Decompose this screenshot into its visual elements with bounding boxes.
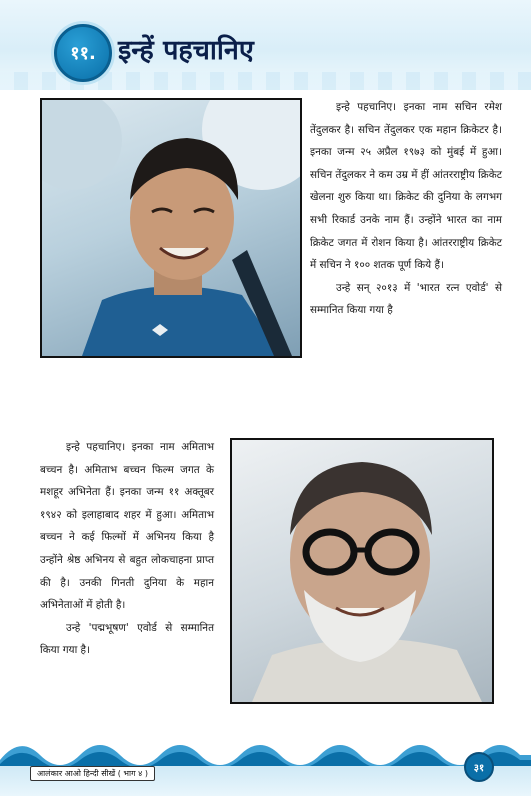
page-title: इन्हें पहचानिए [118, 35, 254, 66]
paragraph-sachin [310, 96, 502, 322]
paragraph-amitabh [40, 436, 214, 662]
page-number: ३१ [464, 752, 494, 782]
sachin-text-2: उन्हे सन् २०१३ में 'भारत रत्न एवोर्ड' से सम्मानित किया गया है [310, 281, 502, 317]
amitabh-text-1: इन्हे पहचानिए। इनका नाम अमिताभ बच्चन है। अमिताभ बच्चन फिल्म जगत के मशहूर अभिनेता हैं। इनका जन्म ११ अक्तूबर १९४२ को इलाहाबाद शहर में हुआ। अमिताभ बच्चन ने कई फिल्मों में अभिनय किया है उन्होंने श्रेष्ठ अभिनय से बहुत लोकचाहना प्राप्त की है। उनकी गिनती दुनिया के महान अभिनेताओं में होती है। [40, 441, 214, 612]
lesson-number-badge [54, 24, 112, 82]
book-label: आलंकार आओ हिन्दी सीखें ( भाग ४ ) [30, 766, 155, 781]
sachin-text-1: इन्हे पहचानिए। इनका नाम सचिन रमेश तेंदुलकर है। सचिन तेंदुलकर एक महान क्रिकेटर है। इनका जन्म २५ अप्रैल १९७३ को मुंबई में हुआ। सचिन तेंदुलकर ने कम उम्र में हीं आंतरराष्ट्रीय क्रिकेट खेलना शुरु किया था। क्रिकेट की दुनिया के लगभग सभी रिकार्ड उनके नाम हैं। उन्होंने भारत का नाम क्रिकेट जगत में रोशन किया है। आंतरराष्ट्रीय क्रिकेट में सचिन ने १०० शतक पूर्ण किये हैं। [310, 101, 502, 272]
wave-decoration-icon [0, 730, 531, 770]
portrait-photo-2 [230, 438, 494, 704]
footer-band [0, 730, 531, 796]
portrait-photo-1 [40, 98, 302, 358]
portrait-illustration-1 [42, 100, 300, 356]
portrait-illustration-2 [232, 440, 492, 702]
amitabh-text-2: उन्हे 'पद्मभूषण' एवोर्ड से सम्मानित किया गया है। [40, 621, 214, 657]
lesson-number: ११. [70, 43, 96, 64]
